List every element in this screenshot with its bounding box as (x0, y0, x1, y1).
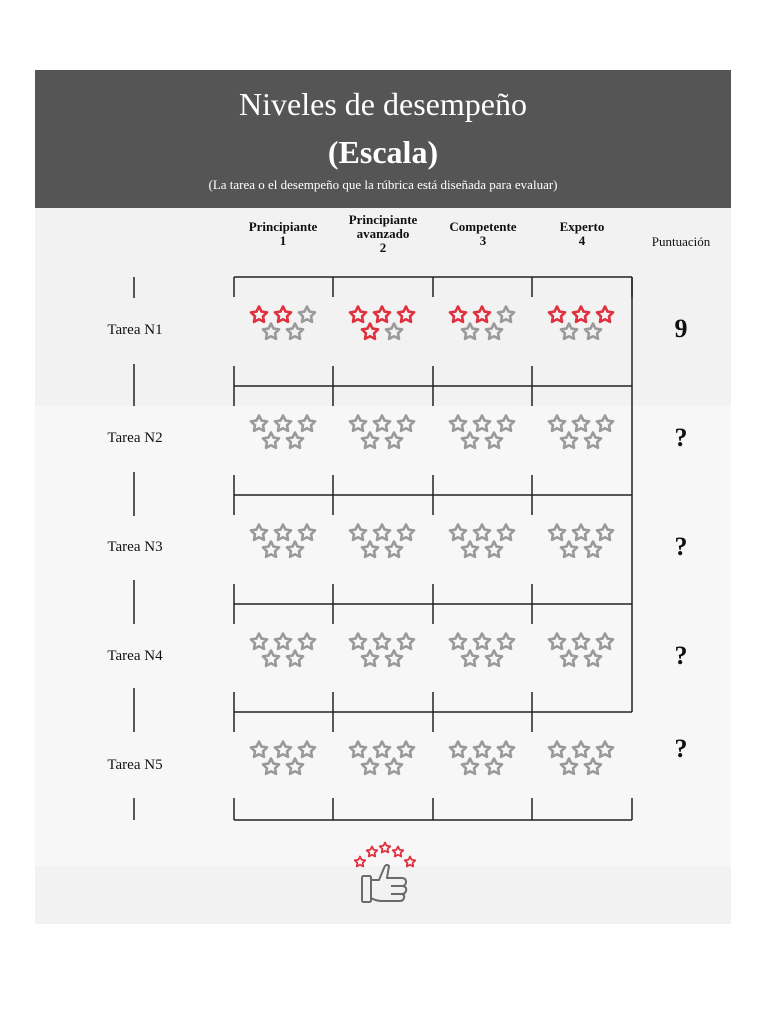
star-empty-icon (287, 542, 303, 557)
star-empty-icon (549, 525, 565, 540)
star-empty-icon (585, 759, 601, 774)
row-label-tarea-4: Tarea N4 (107, 648, 163, 664)
rating-cell (433, 624, 531, 678)
star-empty-icon (561, 651, 577, 666)
rating-cell (333, 732, 431, 786)
star-empty-icon (287, 651, 303, 666)
star-empty-icon (474, 634, 490, 649)
star-empty-icon (474, 416, 490, 431)
star-filled-icon (549, 307, 565, 322)
page-title: Niveles de desempeño (239, 86, 527, 122)
star-empty-icon (398, 634, 414, 649)
star-empty-icon (585, 324, 601, 339)
rating-cell (333, 624, 431, 678)
star-filled-icon (405, 857, 415, 867)
star-empty-icon (350, 525, 366, 540)
rating-cell (333, 297, 431, 351)
score-tarea-1: 9 (674, 314, 688, 343)
star-filled-icon (275, 307, 291, 322)
star-filled-icon (380, 843, 390, 853)
star-empty-icon (398, 416, 414, 431)
star-empty-icon (350, 634, 366, 649)
star-empty-icon (386, 759, 402, 774)
score-column-header: Puntuación (651, 234, 711, 249)
rating-cell (234, 515, 332, 569)
star-empty-icon (462, 651, 478, 666)
star-empty-icon (275, 416, 291, 431)
star-empty-icon (561, 759, 577, 774)
page-subtitle: (Escala) (327, 134, 439, 170)
star-empty-icon (486, 542, 502, 557)
star-empty-icon (597, 525, 613, 540)
star-filled-icon (393, 847, 403, 857)
star-empty-icon (263, 324, 279, 339)
star-filled-icon (398, 307, 414, 322)
rating-cell (433, 297, 531, 351)
star-filled-icon (355, 857, 365, 867)
star-empty-icon (561, 433, 577, 448)
star-empty-icon (374, 634, 390, 649)
star-empty-icon (386, 651, 402, 666)
star-filled-icon (474, 307, 490, 322)
star-empty-icon (398, 525, 414, 540)
star-empty-icon (299, 634, 315, 649)
rating-cell (333, 406, 431, 460)
thumbs-up-icon (350, 840, 420, 910)
star-empty-icon (498, 307, 514, 322)
star-empty-icon (585, 542, 601, 557)
star-empty-icon (561, 542, 577, 557)
rating-cell (532, 732, 630, 786)
star-empty-icon (275, 525, 291, 540)
star-empty-icon (573, 525, 589, 540)
rating-cell (532, 624, 630, 678)
star-empty-icon (573, 742, 589, 757)
star-empty-icon (549, 416, 565, 431)
star-empty-icon (450, 634, 466, 649)
star-empty-icon (474, 525, 490, 540)
row-label-tarea-1: Tarea N1 (107, 322, 163, 338)
star-empty-icon (275, 742, 291, 757)
star-empty-icon (299, 416, 315, 431)
star-empty-icon (450, 525, 466, 540)
star-empty-icon (597, 416, 613, 431)
star-empty-icon (386, 433, 402, 448)
rating-cell (234, 406, 332, 460)
star-empty-icon (350, 416, 366, 431)
rating-cell (433, 732, 531, 786)
star-filled-icon (362, 324, 378, 339)
star-empty-icon (251, 416, 267, 431)
rubric-grid-lines (35, 70, 731, 924)
star-empty-icon (251, 525, 267, 540)
star-empty-icon (275, 634, 291, 649)
star-empty-icon (263, 651, 279, 666)
star-empty-icon (462, 542, 478, 557)
column-header-2: Principiante avanzado 2 (348, 212, 418, 255)
star-empty-icon (398, 742, 414, 757)
score-tarea-2: ? (674, 423, 688, 452)
star-filled-icon (597, 307, 613, 322)
star-filled-icon (350, 307, 366, 322)
star-empty-icon (486, 651, 502, 666)
star-empty-icon (362, 433, 378, 448)
star-empty-icon (263, 542, 279, 557)
row-label-tarea-5: Tarea N5 (107, 757, 163, 773)
score-tarea-4: ? (674, 641, 688, 670)
star-empty-icon (549, 634, 565, 649)
star-empty-icon (498, 416, 514, 431)
row-label-tarea-3: Tarea N3 (107, 539, 163, 555)
star-empty-icon (287, 759, 303, 774)
column-header-4: Experto 4 (559, 219, 605, 248)
star-empty-icon (251, 634, 267, 649)
star-empty-icon (549, 742, 565, 757)
star-empty-icon (585, 433, 601, 448)
star-empty-icon (474, 742, 490, 757)
star-empty-icon (498, 525, 514, 540)
star-empty-icon (597, 742, 613, 757)
star-filled-icon (573, 307, 589, 322)
score-tarea-3: ? (674, 532, 688, 561)
score-tarea-5: ? (674, 734, 688, 763)
star-empty-icon (374, 416, 390, 431)
star-empty-icon (486, 433, 502, 448)
star-empty-icon (498, 634, 514, 649)
star-filled-icon (251, 307, 267, 322)
star-empty-icon (287, 433, 303, 448)
star-empty-icon (386, 542, 402, 557)
star-empty-icon (486, 324, 502, 339)
star-empty-icon (287, 324, 303, 339)
star-empty-icon (561, 324, 577, 339)
star-empty-icon (386, 324, 402, 339)
rating-cell (234, 624, 332, 678)
star-empty-icon (486, 759, 502, 774)
star-empty-icon (263, 433, 279, 448)
page-description: (La tarea o el desempeño que la rúbrica está diseñada para evaluar) (208, 177, 558, 192)
star-empty-icon (263, 759, 279, 774)
star-empty-icon (450, 742, 466, 757)
star-empty-icon (374, 742, 390, 757)
star-filled-icon (374, 307, 390, 322)
star-empty-icon (299, 742, 315, 757)
star-empty-icon (299, 525, 315, 540)
rating-cell (234, 732, 332, 786)
star-empty-icon (498, 742, 514, 757)
star-empty-icon (597, 634, 613, 649)
row-label-tarea-2: Tarea N2 (107, 430, 163, 446)
rating-cell (532, 515, 630, 569)
star-empty-icon (251, 742, 267, 757)
column-header-1: Principiante 1 (248, 219, 318, 248)
rating-cell (532, 406, 630, 460)
rubric-sheet (35, 70, 731, 924)
star-empty-icon (299, 307, 315, 322)
star-empty-icon (362, 542, 378, 557)
star-empty-icon (462, 324, 478, 339)
rating-cell (433, 406, 531, 460)
star-empty-icon (350, 742, 366, 757)
rating-cell (234, 297, 332, 351)
rating-cell (433, 515, 531, 569)
star-empty-icon (462, 759, 478, 774)
star-filled-icon (367, 847, 377, 857)
star-empty-icon (362, 759, 378, 774)
star-empty-icon (585, 651, 601, 666)
star-empty-icon (362, 651, 378, 666)
star-empty-icon (450, 416, 466, 431)
star-empty-icon (374, 525, 390, 540)
star-filled-icon (450, 307, 466, 322)
star-empty-icon (573, 634, 589, 649)
star-empty-icon (462, 433, 478, 448)
rating-cell (333, 515, 431, 569)
column-header-3: Competente 3 (449, 219, 517, 248)
rating-cell (532, 297, 630, 351)
star-empty-icon (573, 416, 589, 431)
